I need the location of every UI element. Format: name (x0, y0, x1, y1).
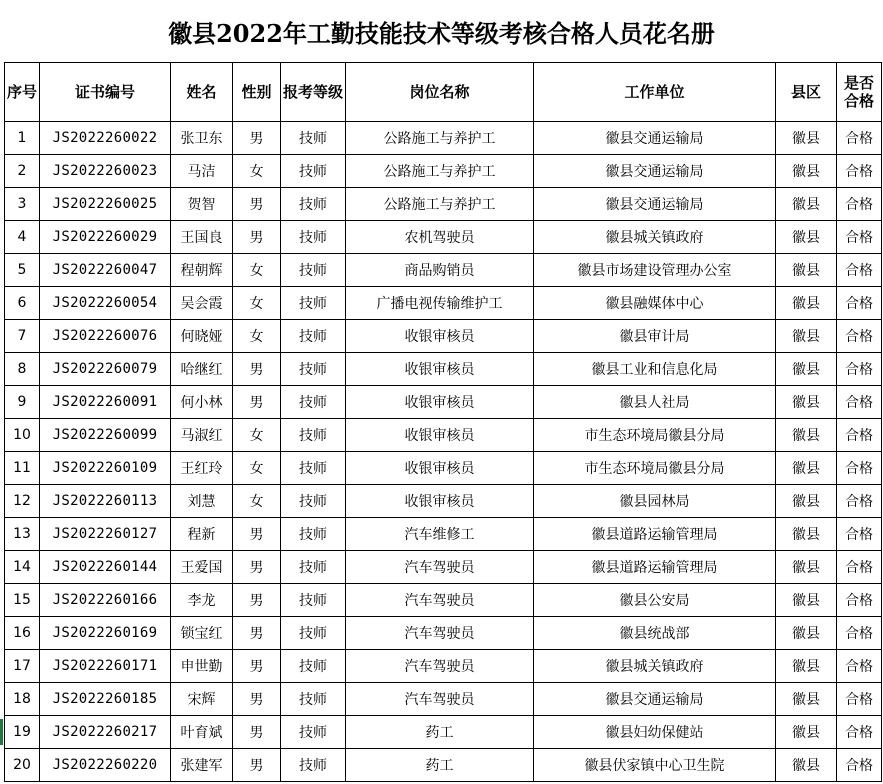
cell-level[interactable]: 技师 (281, 221, 346, 254)
table-row (5, 584, 882, 617)
cell-level[interactable]: 技师 (281, 650, 346, 683)
header-name[interactable]: 姓名 (171, 63, 233, 122)
cell-seq[interactable]: 16 (5, 617, 40, 650)
cell-gender[interactable]: 女 (233, 419, 281, 452)
cell-pass[interactable]: 合格 (837, 518, 882, 551)
cell-position[interactable]: 收银审核员 (346, 353, 534, 386)
cell-county[interactable]: 徽县 (776, 221, 837, 254)
cell-gender[interactable]: 男 (233, 221, 281, 254)
cell-pass[interactable]: 合格 (837, 584, 882, 617)
cell-seq[interactable]: 4 (5, 221, 40, 254)
cell-position[interactable]: 药工 (346, 749, 534, 782)
cell-name[interactable]: 何晓娅 (171, 320, 233, 353)
cell-seq[interactable]: 2 (5, 155, 40, 188)
cell-seq[interactable]: 6 (5, 287, 40, 320)
cell-pass[interactable]: 合格 (837, 551, 882, 584)
cell-position[interactable]: 公路施工与养护工 (346, 122, 534, 155)
cell-unit[interactable]: 徽县道路运输管理局 (534, 551, 776, 584)
cell-county[interactable]: 徽县 (776, 584, 837, 617)
cell-position[interactable]: 收银审核员 (346, 320, 534, 353)
header-unit[interactable]: 工作单位 (534, 63, 776, 122)
cell-gender[interactable]: 男 (233, 650, 281, 683)
cell-name[interactable]: 叶育斌 (171, 716, 233, 749)
cell-county[interactable]: 徽县 (776, 287, 837, 320)
cell-gender[interactable]: 男 (233, 518, 281, 551)
cell-gender[interactable]: 男 (233, 749, 281, 782)
cell-cert-number[interactable]: JS2022260109 (40, 452, 171, 485)
cell-unit[interactable]: 徽县融媒体中心 (534, 287, 776, 320)
cell-unit[interactable]: 徽县公安局 (534, 584, 776, 617)
cell-unit[interactable]: 徽县交通运输局 (534, 683, 776, 716)
cell-seq[interactable]: 1 (5, 122, 40, 155)
cell-seq[interactable]: 5 (5, 254, 40, 287)
cell-name[interactable]: 申世勤 (171, 650, 233, 683)
cell-unit[interactable]: 徽县统战部 (534, 617, 776, 650)
cell-pass[interactable]: 合格 (837, 485, 882, 518)
table-row (5, 683, 882, 716)
cell-position[interactable]: 收银审核员 (346, 386, 534, 419)
header-position[interactable]: 岗位名称 (346, 63, 534, 122)
cell-position[interactable]: 收银审核员 (346, 485, 534, 518)
cell-unit[interactable]: 市生态环境局徽县分局 (534, 419, 776, 452)
cell-unit[interactable]: 徽县妇幼保健站 (534, 716, 776, 749)
cell-cert-number[interactable]: JS2022260220 (40, 749, 171, 782)
cell-pass[interactable]: 合格 (837, 221, 882, 254)
header-level[interactable]: 报考等级 (281, 63, 346, 122)
cell-level[interactable]: 技师 (281, 188, 346, 221)
cell-cert-number[interactable]: JS2022260076 (40, 320, 171, 353)
cell-level[interactable]: 技师 (281, 254, 346, 287)
cell-seq[interactable]: 15 (5, 584, 40, 617)
cell-seq[interactable]: 9 (5, 386, 40, 419)
cell-unit[interactable]: 徽县工业和信息化局 (534, 353, 776, 386)
cell-county[interactable]: 徽县 (776, 716, 837, 749)
cell-name[interactable]: 程朝辉 (171, 254, 233, 287)
cell-position[interactable]: 药工 (346, 716, 534, 749)
cell-seq[interactable]: 13 (5, 518, 40, 551)
cell-seq[interactable]: 7 (5, 320, 40, 353)
cell-county[interactable]: 徽县 (776, 155, 837, 188)
cell-level[interactable]: 技师 (281, 716, 346, 749)
table-row (5, 188, 882, 221)
cell-level[interactable]: 技师 (281, 584, 346, 617)
cell-level[interactable]: 技师 (281, 353, 346, 386)
roster-body (5, 122, 882, 782)
cell-cert-number[interactable]: JS2022260047 (40, 254, 171, 287)
cell-position[interactable]: 收银审核员 (346, 452, 534, 485)
table-row (5, 386, 882, 419)
table-row (5, 617, 882, 650)
cell-unit[interactable]: 徽县城关镇政府 (534, 221, 776, 254)
cell-cert-number[interactable]: JS2022260099 (40, 419, 171, 452)
cell-cert-number[interactable]: JS2022260054 (40, 287, 171, 320)
cell-unit[interactable]: 徽县伏家镇中心卫生院 (534, 749, 776, 782)
cell-gender[interactable]: 男 (233, 683, 281, 716)
cell-pass[interactable]: 合格 (837, 617, 882, 650)
cell-unit[interactable]: 徽县审计局 (534, 320, 776, 353)
cell-pass[interactable]: 合格 (837, 320, 882, 353)
cell-county[interactable]: 徽县 (776, 188, 837, 221)
cell-seq[interactable]: 8 (5, 353, 40, 386)
cell-pass[interactable]: 合格 (837, 716, 882, 749)
cell-position[interactable]: 汽车驾驶员 (346, 683, 534, 716)
cell-level[interactable]: 技师 (281, 551, 346, 584)
cell-county[interactable]: 徽县 (776, 650, 837, 683)
cell-position[interactable]: 收银审核员 (346, 419, 534, 452)
cell-gender[interactable]: 女 (233, 155, 281, 188)
left-edge (0, 62, 4, 784)
cell-name[interactable]: 贺智 (171, 188, 233, 221)
cell-gender[interactable]: 女 (233, 485, 281, 518)
table-row (5, 320, 882, 353)
cell-cert-number[interactable]: JS2022260079 (40, 353, 171, 386)
cell-cert-number[interactable]: JS2022260144 (40, 551, 171, 584)
cell-name[interactable]: 王爱国 (171, 551, 233, 584)
cell-name[interactable]: 李龙 (171, 584, 233, 617)
cell-pass[interactable]: 合格 (837, 122, 882, 155)
header-seq[interactable]: 序号 (5, 63, 40, 122)
cell-level[interactable]: 技师 (281, 452, 346, 485)
cell-name[interactable]: 程新 (171, 518, 233, 551)
cell-cert-number[interactable]: JS2022260217 (40, 716, 171, 749)
cell-pass[interactable]: 合格 (837, 452, 882, 485)
cell-pass[interactable]: 合格 (837, 287, 882, 320)
cell-cert-number[interactable]: JS2022260029 (40, 221, 171, 254)
cell-cert-number[interactable]: JS2022260185 (40, 683, 171, 716)
cell-county[interactable]: 徽县 (776, 518, 837, 551)
roster-table (4, 62, 882, 782)
cell-county[interactable]: 徽县 (776, 485, 837, 518)
header-cert[interactable]: 证书编号 (40, 63, 171, 122)
table-row (5, 485, 882, 518)
cell-position[interactable]: 汽车驾驶员 (346, 584, 534, 617)
header-row (5, 63, 882, 122)
cell-county[interactable]: 徽县 (776, 749, 837, 782)
cell-gender[interactable]: 男 (233, 122, 281, 155)
cell-position[interactable]: 汽车驾驶员 (346, 617, 534, 650)
cell-seq[interactable]: 20 (5, 749, 40, 782)
cell-seq[interactable]: 14 (5, 551, 40, 584)
cell-level[interactable]: 技师 (281, 287, 346, 320)
cell-name[interactable]: 张卫东 (171, 122, 233, 155)
cell-position[interactable]: 公路施工与养护工 (346, 155, 534, 188)
cell-position[interactable]: 汽车驾驶员 (346, 551, 534, 584)
cell-level[interactable]: 技师 (281, 683, 346, 716)
cell-seq[interactable]: 3 (5, 188, 40, 221)
cell-unit[interactable]: 徽县人社局 (534, 386, 776, 419)
cell-name[interactable]: 何小林 (171, 386, 233, 419)
table-row (5, 122, 882, 155)
table-row (5, 353, 882, 386)
cell-county[interactable]: 徽县 (776, 320, 837, 353)
cell-pass[interactable]: 合格 (837, 419, 882, 452)
cell-level[interactable]: 技师 (281, 749, 346, 782)
cell-gender[interactable]: 女 (233, 320, 281, 353)
table-row (5, 221, 882, 254)
selected-row-indicator (0, 719, 3, 745)
cell-unit[interactable]: 徽县交通运输局 (534, 122, 776, 155)
cell-name[interactable]: 马洁 (171, 155, 233, 188)
cell-pass[interactable]: 合格 (837, 353, 882, 386)
cell-county[interactable]: 徽县 (776, 683, 837, 716)
cell-seq[interactable]: 10 (5, 419, 40, 452)
cell-county[interactable]: 徽县 (776, 551, 837, 584)
cell-cert-number[interactable]: JS2022260113 (40, 485, 171, 518)
cell-seq[interactable]: 19 (5, 716, 40, 749)
cell-gender[interactable]: 男 (233, 386, 281, 419)
cell-pass[interactable]: 合格 (837, 749, 882, 782)
cell-gender[interactable]: 男 (233, 617, 281, 650)
cell-gender[interactable]: 女 (233, 287, 281, 320)
cell-pass[interactable]: 合格 (837, 683, 882, 716)
cell-cert-number[interactable]: JS2022260023 (40, 155, 171, 188)
cell-level[interactable]: 技师 (281, 122, 346, 155)
cell-level[interactable]: 技师 (281, 485, 346, 518)
cell-name[interactable]: 宋辉 (171, 683, 233, 716)
table-row (5, 716, 882, 749)
cell-level[interactable]: 技师 (281, 320, 346, 353)
cell-pass[interactable]: 合格 (837, 386, 882, 419)
cell-gender[interactable]: 女 (233, 254, 281, 287)
table-row (5, 287, 882, 320)
cell-county[interactable]: 徽县 (776, 353, 837, 386)
cell-cert-number[interactable]: JS2022260171 (40, 650, 171, 683)
cell-cert-number[interactable]: JS2022260022 (40, 122, 171, 155)
cell-cert-number[interactable]: JS2022260127 (40, 518, 171, 551)
cell-unit[interactable]: 徽县道路运输管理局 (534, 518, 776, 551)
cell-cert-number[interactable]: JS2022260025 (40, 188, 171, 221)
cell-seq[interactable]: 11 (5, 452, 40, 485)
cell-name[interactable]: 张建军 (171, 749, 233, 782)
cell-position[interactable]: 农机驾驶员 (346, 221, 534, 254)
cell-gender[interactable]: 男 (233, 584, 281, 617)
cell-pass[interactable]: 合格 (837, 254, 882, 287)
cell-unit[interactable]: 徽县市场建设管理办公室 (534, 254, 776, 287)
cell-county[interactable]: 徽县 (776, 617, 837, 650)
cell-unit[interactable]: 市生态环境局徽县分局 (534, 452, 776, 485)
cell-gender[interactable]: 男 (233, 188, 281, 221)
cell-name[interactable]: 哈继红 (171, 353, 233, 386)
table-row (5, 155, 882, 188)
cell-level[interactable]: 技师 (281, 155, 346, 188)
cell-position[interactable]: 商品购销员 (346, 254, 534, 287)
cell-unit[interactable]: 徽县交通运输局 (534, 188, 776, 221)
table-row (5, 518, 882, 551)
cell-county[interactable]: 徽县 (776, 386, 837, 419)
header-gender[interactable]: 性别 (233, 63, 281, 122)
header-pass[interactable]: 是否合格 (837, 63, 882, 122)
cell-county[interactable]: 徽县 (776, 419, 837, 452)
cell-name[interactable]: 锁宝红 (171, 617, 233, 650)
cell-level[interactable]: 技师 (281, 419, 346, 452)
cell-position[interactable]: 广播电视传输维护工 (346, 287, 534, 320)
cell-unit[interactable]: 徽县园林局 (534, 485, 776, 518)
table-row (5, 551, 882, 584)
table-row (5, 419, 882, 452)
cell-unit[interactable]: 徽县城关镇政府 (534, 650, 776, 683)
cell-seq[interactable]: 12 (5, 485, 40, 518)
cell-gender[interactable]: 男 (233, 353, 281, 386)
cell-cert-number[interactable]: JS2022260169 (40, 617, 171, 650)
cell-position[interactable]: 公路施工与养护工 (346, 188, 534, 221)
cell-level[interactable]: 技师 (281, 617, 346, 650)
table-row (5, 254, 882, 287)
cell-pass[interactable]: 合格 (837, 650, 882, 683)
cell-county[interactable]: 徽县 (776, 254, 837, 287)
cell-name[interactable]: 刘慧 (171, 485, 233, 518)
cell-name[interactable]: 王国良 (171, 221, 233, 254)
cell-name[interactable]: 吴会霞 (171, 287, 233, 320)
cell-name[interactable]: 马淑红 (171, 419, 233, 452)
cell-position[interactable]: 汽车驾驶员 (346, 650, 534, 683)
cell-gender[interactable]: 男 (233, 551, 281, 584)
table-row (5, 650, 882, 683)
cell-seq[interactable]: 18 (5, 683, 40, 716)
cell-gender[interactable]: 男 (233, 716, 281, 749)
document-title: 徽县2022年工勤技能技术等级考核合格人员花名册 (0, 0, 883, 63)
table-row (5, 749, 882, 782)
cell-level[interactable]: 技师 (281, 518, 346, 551)
cell-cert-number[interactable]: JS2022260091 (40, 386, 171, 419)
cell-level[interactable]: 技师 (281, 386, 346, 419)
table-row (5, 452, 882, 485)
header-county[interactable]: 县区 (776, 63, 837, 122)
cell-pass[interactable]: 合格 (837, 155, 882, 188)
cell-name[interactable]: 王红玲 (171, 452, 233, 485)
cell-seq[interactable]: 17 (5, 650, 40, 683)
cell-gender[interactable]: 女 (233, 452, 281, 485)
cell-position[interactable]: 汽车维修工 (346, 518, 534, 551)
cell-county[interactable]: 徽县 (776, 452, 837, 485)
cell-county[interactable]: 徽县 (776, 122, 837, 155)
cell-cert-number[interactable]: JS2022260166 (40, 584, 171, 617)
cell-pass[interactable]: 合格 (837, 188, 882, 221)
cell-unit[interactable]: 徽县交通运输局 (534, 155, 776, 188)
